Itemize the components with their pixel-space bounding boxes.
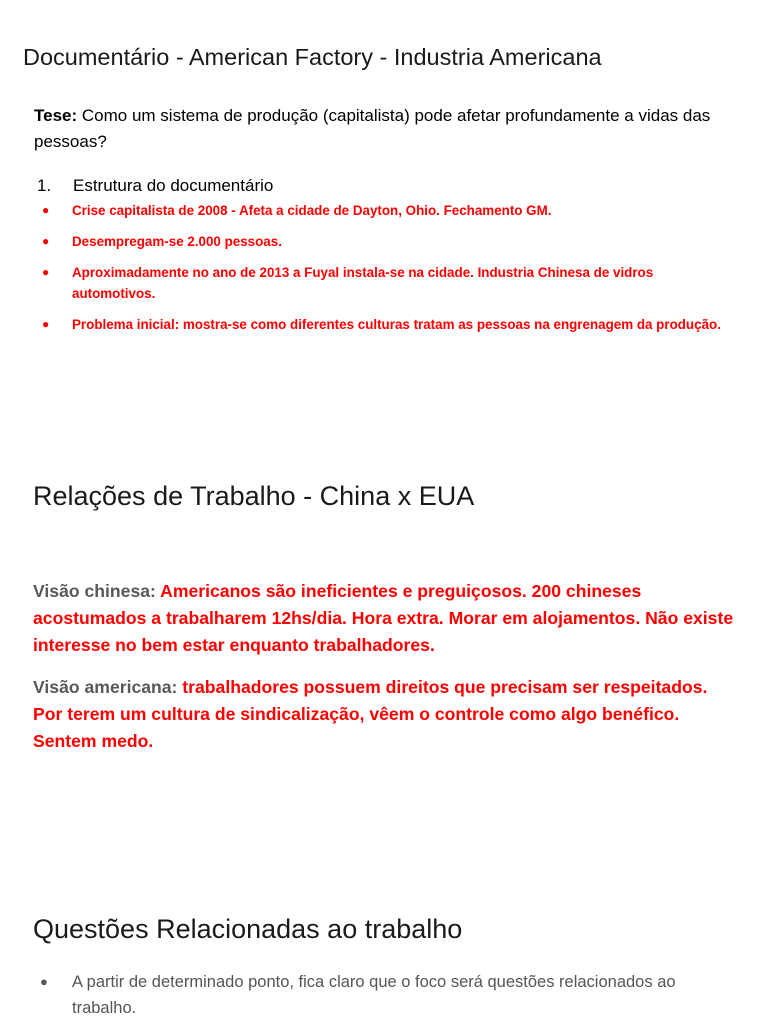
american-view-label: Visão americana: — [33, 677, 178, 697]
american-view-paragraph — [33, 674, 738, 755]
chinese-view-paragraph — [33, 578, 738, 659]
chinese-view-label: Visão chinesa: — [33, 581, 156, 601]
list-item — [38, 314, 728, 335]
thesis-label: Tese: — [34, 106, 78, 125]
section-title-questions: Questões Relacionadas ao trabalho — [33, 914, 463, 944]
chinese-view-text: Americanos são ineficientes e preguiçosos. 200 chineses acostumados a trabalharem 12hs/dia. Hora extra. Morar em alojamentos. Não existe interesse no bem estar enquanto trabalhadores. — [33, 581, 734, 655]
thesis-paragraph — [34, 103, 734, 155]
structure-heading: Estrutura do documentário — [73, 176, 274, 195]
item-number: 1. — [37, 176, 52, 195]
list-item — [38, 231, 728, 252]
bullet-text: Aproximadamente no ano de 2013 a Fuyal instala-se na cidade. Industria Chinesa de vidros automotivos. — [72, 265, 654, 301]
bullet-text: Problema inicial: mostra-se como diferentes culturas tratam as pessoas na engrenagem da produção. — [72, 317, 721, 332]
bullet-icon: ● — [40, 974, 48, 989]
structure-bullet-list — [38, 200, 728, 345]
bullet-icon: ● — [42, 265, 50, 279]
list-item — [40, 969, 720, 1021]
bullet-icon: ● — [42, 203, 50, 217]
american-view-text: trabalhadores possuem direitos que precisam ser respeitados. Por terem um cultura de sindicalização, vêem o controle como algo benéfico. Sentem medo. — [33, 677, 708, 751]
bullet-text: A partir de determinado ponto, fica claro que o foco será questões relacionados ao trabalho. — [72, 973, 676, 1017]
bullet-icon: ● — [42, 234, 50, 248]
numbered-item-structure — [37, 175, 273, 197]
questions-bullet-list — [40, 969, 720, 1021]
thesis-text: Como um sistema de produção (capitalista) pode afetar profundamente a vidas das pessoas? — [34, 106, 711, 151]
bullet-text: Desempregam-se 2.000 pessoas. — [72, 234, 282, 249]
list-item — [38, 200, 728, 221]
list-item — [38, 262, 728, 304]
bullet-text: Crise capitalista de 2008 - Afeta a cidade de Dayton, Ohio. Fechamento GM. — [72, 203, 552, 218]
section-title-relations: Relações de Trabalho - China x EUA — [33, 481, 475, 511]
bullet-icon: ● — [42, 317, 50, 331]
page-title: Documentário - American Factory - Industria Americana — [23, 44, 602, 70]
